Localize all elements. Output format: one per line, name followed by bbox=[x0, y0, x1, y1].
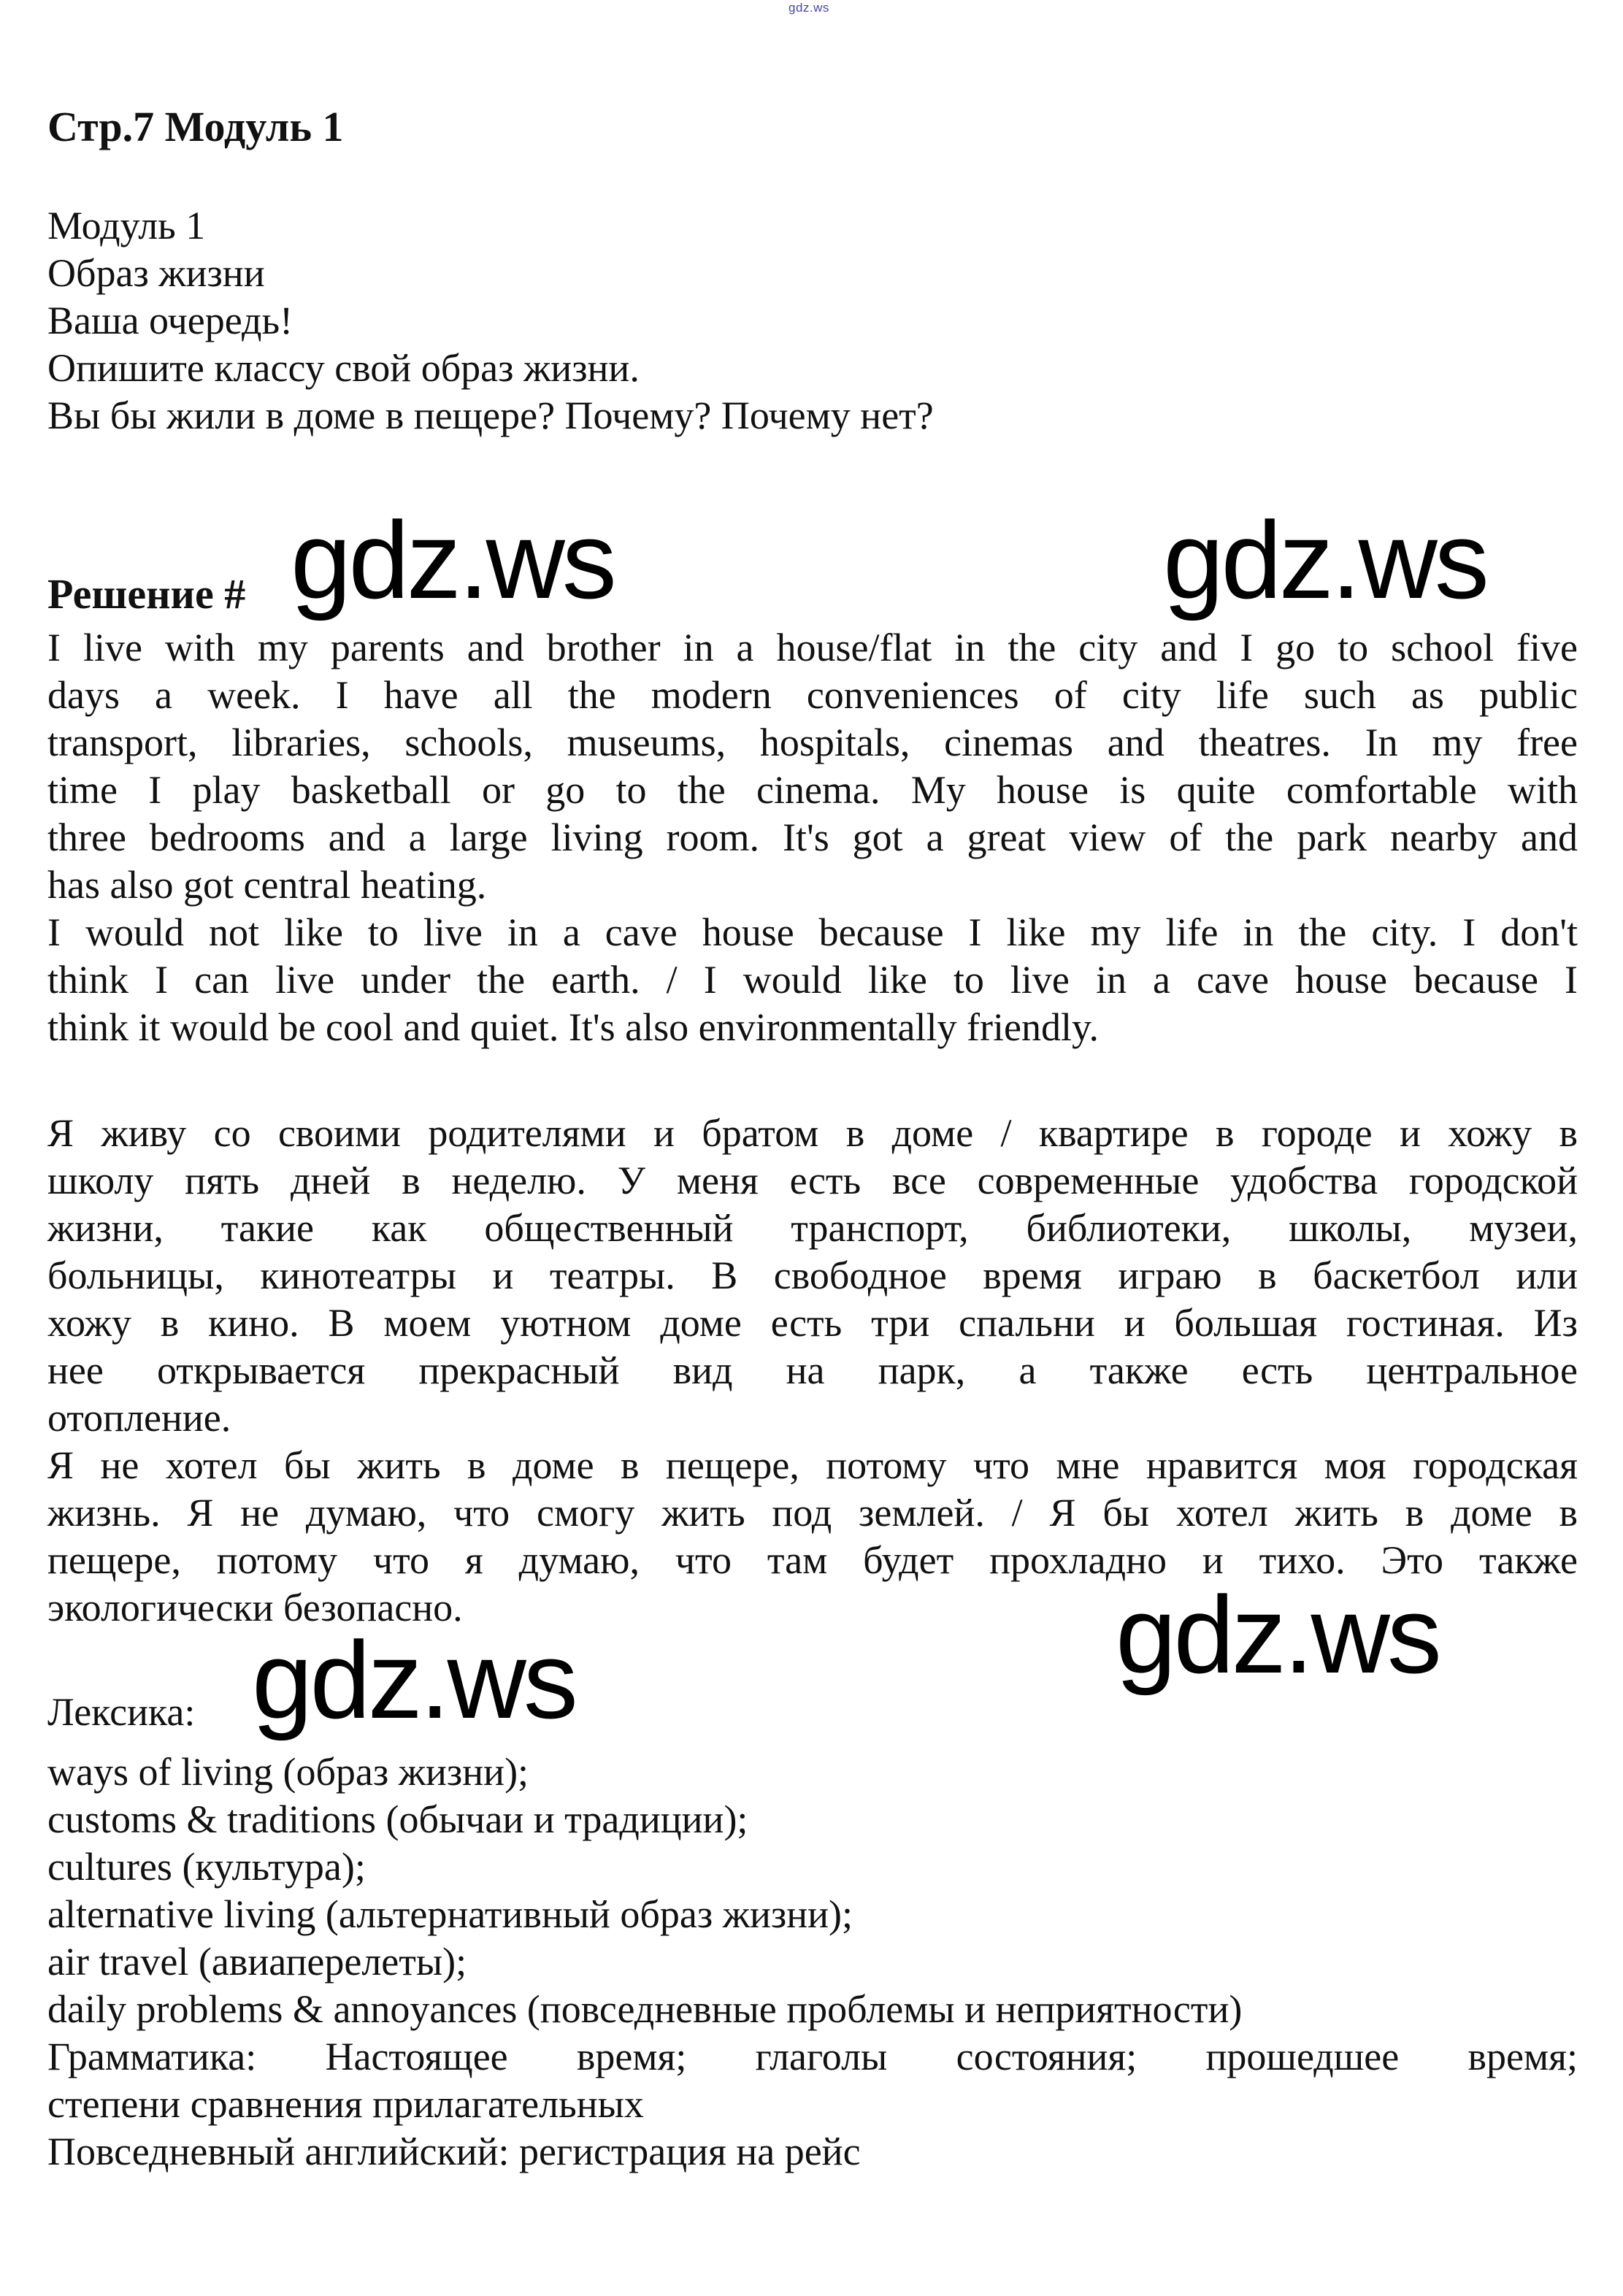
solution-ru-line: жизнь. Я не думаю, что смогу жить под землей. / Я бы хотел жить в доме в bbox=[47, 1491, 1578, 1535]
solution-ru-line: больницы, кинотеатры и театры. В свободное время играю в баскетбол или bbox=[47, 1253, 1578, 1297]
solution-ru-line: пещере, потому что я думаю, что там будет прохладно и тихо. Это также bbox=[47, 1538, 1578, 1582]
grammar-line: степени сравнения прилагательных bbox=[47, 2082, 644, 2126]
solution-ru-line: Я живу со своими родителями и братом в доме / квартире в городе и хожу в bbox=[47, 1111, 1578, 1155]
solution-english-paragraphs bbox=[47, 624, 1578, 1051]
vocab-line: daily problems & annoyances (повседневные проблемы и неприятности) bbox=[47, 1987, 1243, 2031]
solution-ru-line: школу пять дней в неделю. У меня есть все современные удобства городской bbox=[47, 1159, 1578, 1202]
vocab-line: cultures (культура); bbox=[47, 1845, 366, 1889]
solution-en-line: think it would be cool and quiet. It's also environmentally friendly. bbox=[47, 1005, 1099, 1049]
vocab-line: ways of living (образ жизни); bbox=[47, 1750, 529, 1794]
gdz-watermark-solution: gdz.ws bbox=[291, 499, 614, 621]
vocab-grammar-section bbox=[47, 1748, 1578, 2176]
solution-en-line: I live with my parents and brother in a house/flat in the city and I go to school five bbox=[47, 626, 1578, 669]
solution-en-line: transport, libraries, schools, museums, hospitals, cinemas and theatres. In my free bbox=[47, 721, 1578, 764]
solution-ru-line: Я не хотел бы жить в доме в пещере, потому что мне нравится моя городская bbox=[47, 1443, 1578, 1487]
vocab-line: customs & traditions (обычаи и традиции); bbox=[47, 1797, 748, 1841]
vocab-line: alternative living (альтернативный образ жизни); bbox=[47, 1892, 853, 1936]
gdz-watermark-bottom-right: gdz.ws bbox=[1116, 1573, 1439, 1696]
solution-label: Решение # bbox=[47, 570, 246, 618]
solution-ru-line: жизни, такие как общественный транспорт, библиотеки, школы, музеи, bbox=[47, 1206, 1578, 1250]
grammar-line: Грамматика: Настоящее время; глаголы состояния; прошедшее время; bbox=[47, 2035, 1578, 2078]
solution-ru-line: отопление. bbox=[47, 1396, 231, 1440]
intro-line: Ваша очередь! bbox=[47, 299, 293, 342]
solution-russian-paragraphs bbox=[47, 1110, 1578, 1632]
solution-ru-line: нее открывается прекрасный вид на парк, а также есть центральное bbox=[47, 1348, 1578, 1392]
everyday-english-line: Повседневный английский: регистрация на рейс bbox=[47, 2130, 861, 2173]
vocab-line: air travel (авиаперелеты); bbox=[47, 1940, 467, 1984]
task-intro bbox=[47, 202, 1578, 439]
gdz-watermark-vocab: gdz.ws bbox=[252, 1619, 575, 1741]
solution-en-line: I would not like to live in a cave house because I like my life in the city. I don't bbox=[47, 910, 1578, 954]
solution-ru-line: хожу в кино. В моем уютном доме есть три спальни и большая гостиная. Из bbox=[47, 1301, 1578, 1345]
solution-en-line: days a week. I have all the modern conveniences of city life such as public bbox=[47, 673, 1578, 717]
gdz-watermark-right: gdz.ws bbox=[1163, 499, 1486, 621]
gdz-watermark-top: gdz.ws bbox=[789, 1, 829, 15]
page-title: Стр.7 Модуль 1 bbox=[47, 103, 344, 150]
solution-en-line: time I play basketball or go to the cinema. My house is quite comfortable with bbox=[47, 768, 1578, 812]
solution-en-line: has also got central heating. bbox=[47, 863, 487, 907]
solution-en-line: three bedrooms and a large living room. It's got a great view of the park nearby and bbox=[47, 815, 1578, 859]
intro-line: Вы бы жили в доме в пещере? Почему? Почему нет? bbox=[47, 393, 934, 437]
vocab-label: Лексика: bbox=[47, 1690, 196, 1734]
intro-line: Образ жизни bbox=[47, 251, 265, 295]
intro-line: Опишите классу свой образ жизни. bbox=[47, 346, 640, 390]
solution-ru-line: экологически безопасно. bbox=[47, 1586, 463, 1629]
solution-en-line: think I can live under the earth. / I would like to live in a cave house because I bbox=[47, 958, 1578, 1002]
intro-line: Модуль 1 bbox=[47, 204, 206, 247]
